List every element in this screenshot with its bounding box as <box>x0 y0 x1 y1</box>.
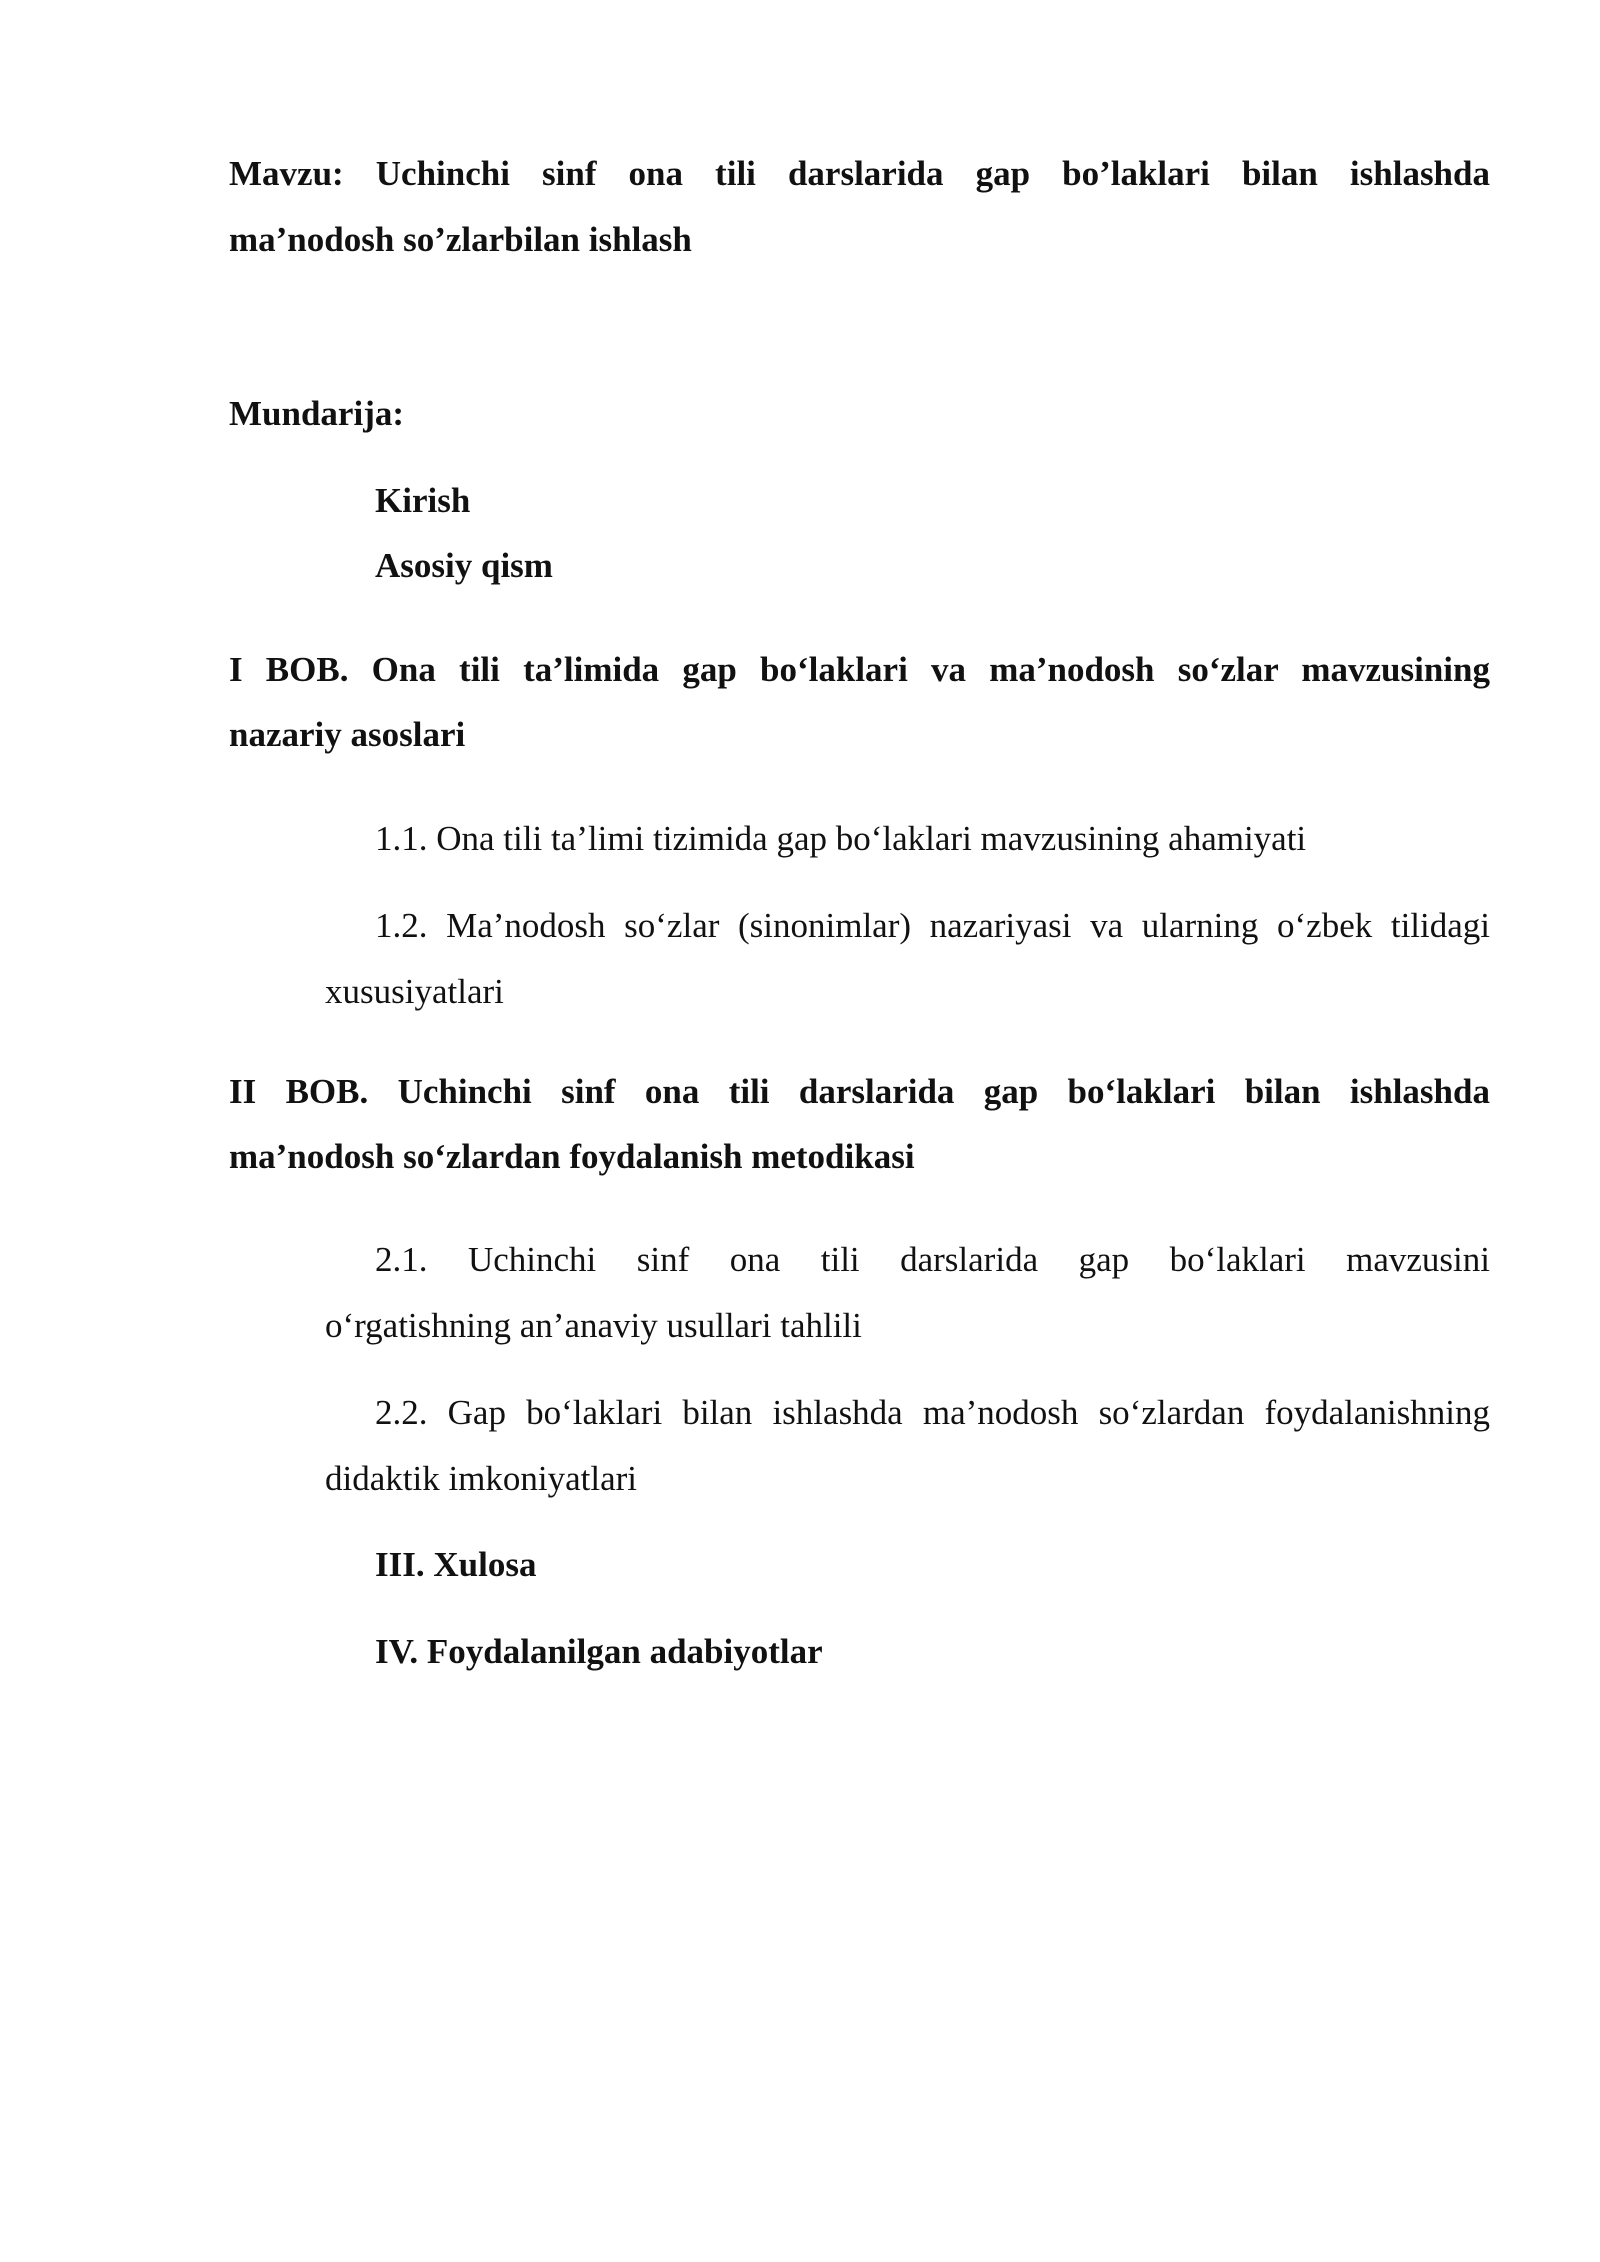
contents-item-main-part: Asosiy qism <box>375 546 553 585</box>
contents-item-conclusion: III. Xulosa <box>375 1545 537 1584</box>
contents-item-references: IV. Foydalanilgan adabiyotlar <box>375 1632 823 1671</box>
contents-heading: Mundarija: <box>229 394 404 433</box>
document-title-line-2: ma’nodosh so’zlarbilan ishlash <box>229 220 692 259</box>
chapter-1-heading-line-1: I BOB. Ona tili ta’limida gap bo‘laklari va ma’nodosh so‘zlar mavzusining <box>229 650 1490 689</box>
section-1-2-line-1: 1.2. Ma’nodosh so‘zlar (sinonimlar) nazariyasi va ularning o‘zbek tilidagi <box>375 906 1490 945</box>
section-2-2-line-1: 2.2. Gap bo‘laklari bilan ishlashda ma’nodosh so‘zlardan foydalanishning <box>375 1393 1490 1432</box>
chapter-2-heading-line-2: ma’nodosh so‘zlardan foydalanish metodikasi <box>229 1137 915 1176</box>
document-title-line-1: Mavzu: Uchinchi sinf ona tili darslarida gap bo’laklari bilan ishlashda <box>229 154 1490 193</box>
chapter-2-heading-line-1: II BOB. Uchinchi sinf ona tili darslarida gap bo‘laklari bilan ishlashda <box>229 1072 1490 1111</box>
contents-item-intro: Kirish <box>375 481 471 520</box>
section-2-1-line-2: o‘rgatishning an’anaviy usullari tahlili <box>325 1306 862 1345</box>
chapter-1-heading-line-2: nazariy asoslari <box>229 715 466 754</box>
section-1-1: 1.1. Ona tili ta’limi tizimida gap bo‘laklari mavzusining ahamiyati <box>375 819 1307 858</box>
section-1-2-line-2: xususiyatlari <box>325 972 504 1011</box>
section-2-1-line-1: 2.1. Uchinchi sinf ona tili darslarida gap bo‘laklari mavzusini <box>375 1240 1490 1279</box>
section-2-2-line-2: didaktik imkoniyatlari <box>325 1459 638 1498</box>
